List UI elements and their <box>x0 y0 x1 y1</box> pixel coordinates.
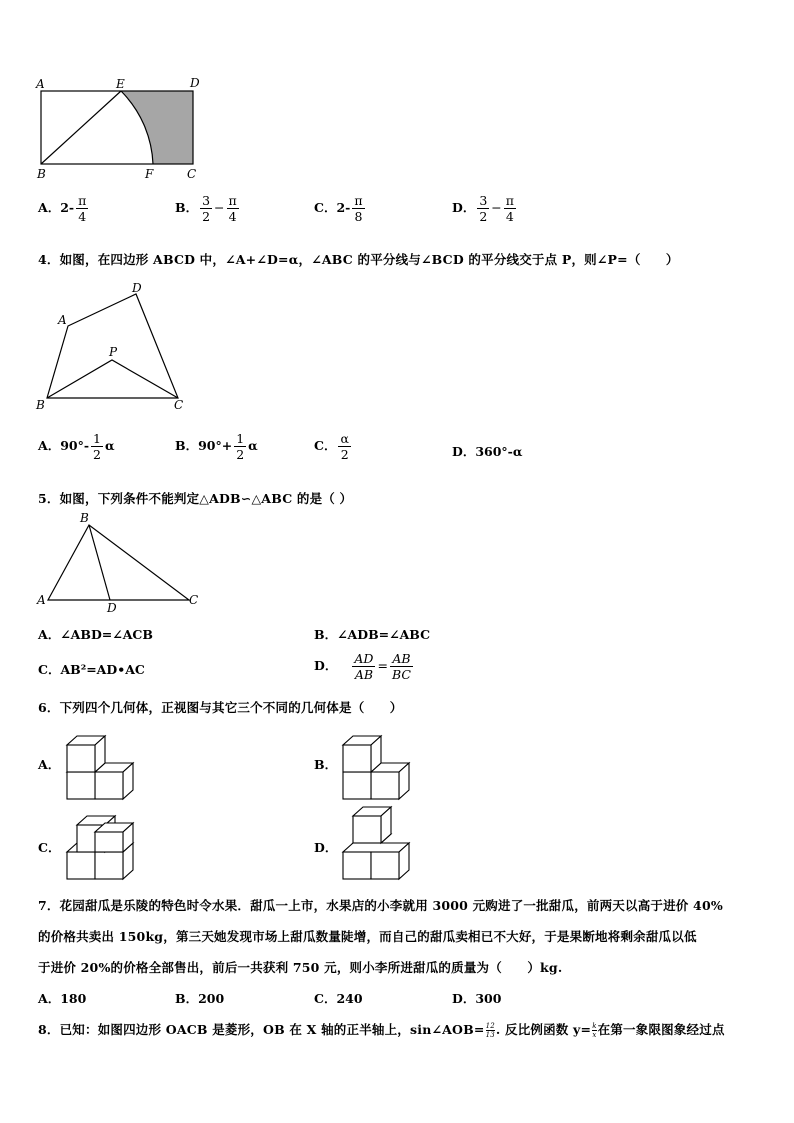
option-letter: B． <box>175 200 199 215</box>
q5-stem: 5．如图，下列条件不能判定△ADB∽△ABC 的是（ ） <box>38 491 353 506</box>
numerator: 1 <box>236 431 245 446</box>
option-suffix: α <box>105 438 115 453</box>
fraction <box>477 193 489 224</box>
q5-option-d[interactable] <box>314 651 415 682</box>
q4-option-c[interactable] <box>314 431 353 462</box>
option-letter: D． <box>314 658 338 673</box>
fraction <box>200 193 212 224</box>
denominator: 4 <box>228 209 237 224</box>
numerator: α <box>340 431 349 446</box>
q6-solid-d <box>338 802 428 884</box>
denominator: x <box>592 1031 597 1039</box>
bisectors-bpc <box>47 360 178 398</box>
option-text: 200 <box>198 991 225 1006</box>
q4-option-d[interactable] <box>452 442 523 460</box>
label-b: B <box>37 167 46 181</box>
q6-option-a[interactable]: A． <box>38 757 61 772</box>
label-c: C <box>174 398 184 412</box>
segment-bd <box>89 525 110 600</box>
label-c: C <box>187 167 197 181</box>
q6-stem: 6．下列四个几何体，正视图与其它三个不同的几何体是（ ） <box>38 700 403 715</box>
denominator: 2 <box>479 209 488 224</box>
denominator: 13 <box>485 1031 495 1039</box>
numerator: 1 <box>93 431 101 446</box>
denominator: 4 <box>505 209 514 224</box>
option-prefix: 90°- <box>60 438 90 453</box>
q6-solid-b <box>338 725 428 805</box>
option-letter: B． <box>175 991 199 1006</box>
option-letter: D． <box>452 444 476 459</box>
option-prefix: 2- <box>336 200 351 215</box>
denominator: 2 <box>340 447 349 462</box>
q5-option-c[interactable] <box>38 660 145 678</box>
option-letter: A． <box>38 627 61 642</box>
q4-option-a[interactable] <box>38 431 115 462</box>
equals-sign: = <box>377 658 388 673</box>
option-text: ∠ABD=∠ACB <box>60 627 153 642</box>
label-c: C <box>189 593 199 607</box>
fraction <box>352 193 364 224</box>
numerator: π <box>505 193 514 208</box>
denominator: 2 <box>93 447 101 462</box>
numerator: π <box>228 193 237 208</box>
minus-sign: − <box>491 200 502 215</box>
option-prefix: 90°+ <box>198 438 233 453</box>
denominator: BC <box>391 667 411 682</box>
option-text: 180 <box>60 991 87 1006</box>
label-d: D <box>107 601 117 615</box>
fraction <box>227 193 239 224</box>
label-p: P <box>109 345 118 359</box>
q3-option-a[interactable] <box>38 193 90 224</box>
q7-stem-line-3: 于进价 20%的价格全部售出，前后一共获利 750 元，则小李所进甜瓜的质量为（ ）kg. <box>38 960 563 975</box>
fraction <box>504 193 516 224</box>
numerator: 3 <box>202 193 211 208</box>
option-suffix: α <box>248 438 258 453</box>
numerator: π <box>354 193 363 208</box>
numerator: k <box>592 1022 597 1030</box>
denominator: 2 <box>236 447 245 462</box>
q6-solid-a <box>62 725 152 805</box>
option-letter: D． <box>452 200 476 215</box>
q5-figure <box>32 510 207 615</box>
fraction <box>390 651 413 682</box>
option-text: AB²=AD•AC <box>60 662 145 677</box>
option-text: 240 <box>336 991 363 1006</box>
option-letter: A． <box>38 438 61 453</box>
label-a: A <box>36 77 45 91</box>
option-letter: C． <box>314 438 337 453</box>
q8-stem-part-2: . 反比例函数 y= <box>495 1022 592 1037</box>
option-letter: C． <box>314 991 337 1006</box>
numerator: AB <box>392 651 411 666</box>
label-e: E <box>116 77 125 91</box>
minus-sign: − <box>214 200 225 215</box>
fraction <box>352 651 375 682</box>
q6-option-c[interactable]: C． <box>38 840 61 855</box>
label-a: A <box>37 593 46 607</box>
q7-stem-line-1: 7．花园甜瓜是乐陵的特色时令水果．甜瓜一上市，水果店的小李就用 3000 元购进了一批甜瓜，前两天以高于进价 40% <box>38 898 723 913</box>
numerator: AD <box>354 651 374 666</box>
fraction <box>338 431 350 462</box>
label-b: B <box>80 511 89 525</box>
q3-option-c[interactable] <box>314 193 367 224</box>
fraction <box>91 431 103 462</box>
denominator: AB <box>354 667 374 682</box>
q7-stem-line-2: 的价格共卖出 150kg，第三天她发现市场上甜瓜数量陡增，而自己的甜瓜卖相已不大好，于是果断地将剩余甜瓜以低 <box>38 929 697 944</box>
label-d: D <box>190 76 200 90</box>
q7-option-c[interactable] <box>314 989 363 1007</box>
fraction <box>234 431 246 462</box>
q4-stem: 4．如图，在四边形 ABCD 中，∠A+∠D=α，∠ABC 的平分线与∠BCD 的平分线交于点 P，则∠P=（ ） <box>38 252 679 267</box>
option-letter: B． <box>314 627 338 642</box>
q7-option-d[interactable] <box>452 989 501 1007</box>
q3-figure <box>32 74 212 184</box>
numerator: 12 <box>485 1022 495 1030</box>
option-prefix: 2- <box>60 200 75 215</box>
option-letter: B． <box>175 438 199 453</box>
fraction <box>76 193 88 224</box>
q6-solid-c <box>62 805 152 885</box>
q6-option-d[interactable]: D． <box>314 840 338 855</box>
q5-option-b[interactable] <box>314 625 430 643</box>
triangle-abc <box>48 525 189 600</box>
q4-option-b[interactable] <box>175 431 258 462</box>
option-text: 300 <box>475 991 502 1006</box>
option-letter: A． <box>38 200 61 215</box>
q7-option-a[interactable] <box>38 989 86 1007</box>
segment-be <box>41 91 121 164</box>
option-text: 360°-α <box>475 444 523 459</box>
label-f: F <box>145 167 154 181</box>
q8-stem <box>38 1020 725 1039</box>
label-a: A <box>58 313 67 327</box>
q8-stem-part-1: 8．已知：如图四边形 OACB 是菱形，OB 在 X 轴的正半轴上，sin∠AOB= <box>38 1022 485 1037</box>
q8-stem-part-3: 在第一象限图象经过点 <box>597 1022 725 1037</box>
q3-option-d[interactable] <box>452 193 518 224</box>
denominator: 4 <box>78 209 87 224</box>
option-letter: C． <box>314 200 337 215</box>
q7-option-b[interactable] <box>175 989 224 1007</box>
denominator: 8 <box>354 209 363 224</box>
option-letter: A． <box>38 991 61 1006</box>
numerator: 3 <box>479 193 488 208</box>
shaded-region <box>121 91 193 164</box>
q4-figure <box>32 278 197 416</box>
option-letter: C． <box>38 662 61 677</box>
numerator: π <box>78 193 87 208</box>
q3-option-b[interactable] <box>175 193 241 224</box>
label-b: B <box>36 398 45 412</box>
option-text: ∠ADB=∠ABC <box>337 627 431 642</box>
q5-option-a[interactable] <box>38 625 153 643</box>
q6-option-b[interactable]: B． <box>314 757 338 772</box>
label-d: D <box>132 281 142 295</box>
sin-fraction <box>486 1022 495 1039</box>
k-over-x-fraction <box>592 1022 596 1039</box>
denominator: 2 <box>202 209 211 224</box>
option-letter: D． <box>452 991 476 1006</box>
